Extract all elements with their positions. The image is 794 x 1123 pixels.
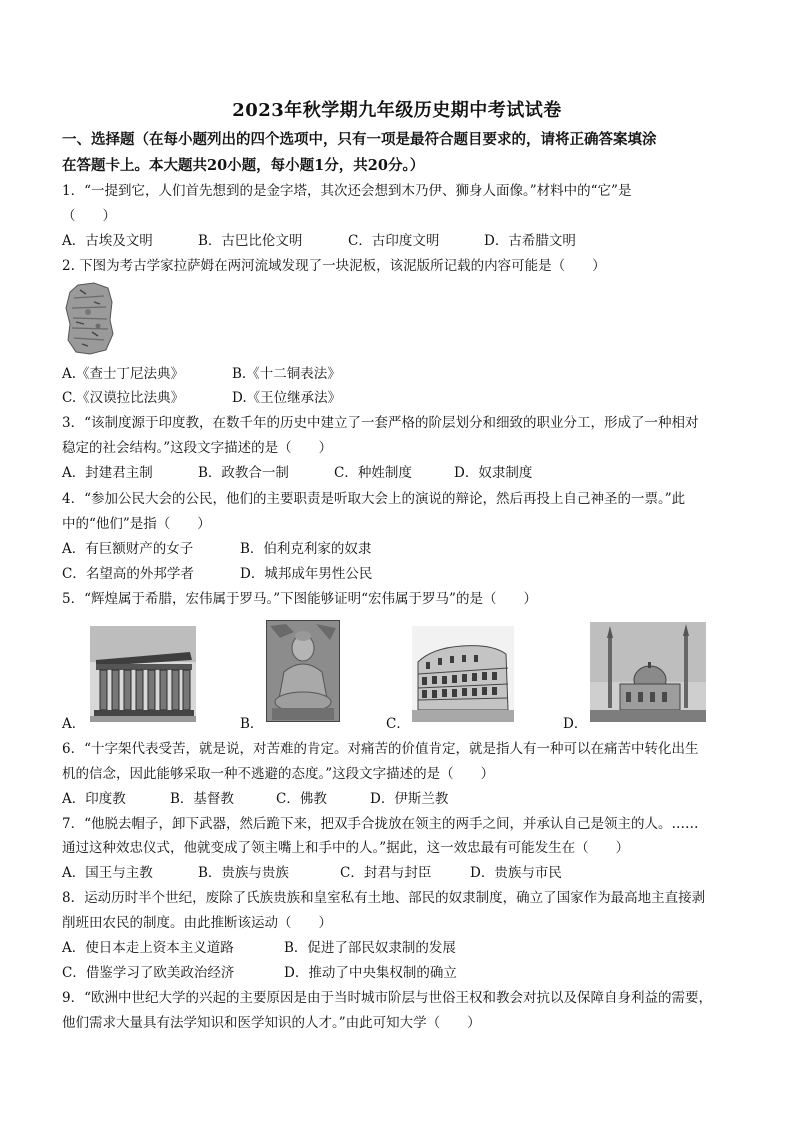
q6-stem-line1: 6．“十字架代表受苦，就是说，对苦难的肯定。对痛苦的价值肯定，就是指人有一种可以在痛苦中转化出生 <box>62 741 699 757</box>
q6-option-c: C．佛教 <box>276 791 327 807</box>
q9-stem-line2: 他们需求大量具有法学知识和医学知识的人才。”由此可知大学（ ） <box>62 1015 481 1031</box>
q5-option-d: D． <box>563 716 588 732</box>
q6-stem-line2: 机的信念，因此能够采取一种不逃避的态度。”这段文字描述的是（ ） <box>62 766 495 782</box>
colosseum-image <box>412 626 514 722</box>
q1-option-b: B．古巴比伦文明 <box>198 233 303 249</box>
q4-option-b: B．伯利克利家的奴隶 <box>240 541 372 557</box>
q5-option-c: C． <box>386 716 410 732</box>
q8-stem-line2: 削班田农民的制度。由此推断该运动（ ） <box>62 915 332 931</box>
q7-option-b: B．贵族与贵族 <box>198 865 289 881</box>
q6-option-d: D．伊斯兰教 <box>370 791 449 807</box>
q1-option-c: C．古印度文明 <box>348 233 440 249</box>
q8-option-d: D．推动了中央集权制的确立 <box>284 965 457 981</box>
q8-option-c: C．借鉴学习了欧美政治经济 <box>62 965 235 981</box>
buddha-statue-image <box>266 620 340 722</box>
q6-option-a: A．印度教 <box>62 791 126 807</box>
q2-option-a: A.《查士丁尼法典》 <box>62 366 185 382</box>
section-heading-line1: 一、选择题（在每小题列出的四个选项中，只有一项是最符合题目要求的，请将正确答案填涂 <box>62 131 657 148</box>
q4-stem-line2: 中的“他们”是指（ ） <box>62 516 211 532</box>
q2-option-b: B.《十二铜表法》 <box>232 366 341 382</box>
q7-stem-line1: 7．“他脱去帽子，卸下武器，然后跪下来，把双手合拢放在领主的两手之间，并承认自己是领主的人。…… <box>62 816 699 832</box>
exam-title: 2023年秋学期九年级历史期中考试试卷 <box>232 100 562 121</box>
q8-option-b: B．促进了部民奴隶制的发展 <box>284 940 456 956</box>
q1-stem-line2: （ ） <box>62 208 116 224</box>
q3-option-a: A．封建君主制 <box>62 465 153 481</box>
q8-stem-line1: 8．运动历时半个世纪，废除了氏族贵族和皇室私有土地、部民的奴隶制度，确立了国家作为最高地主直接剥 <box>62 890 706 906</box>
mosque-image <box>590 622 706 722</box>
q1-option-a: A．古埃及文明 <box>62 233 153 249</box>
q7-option-a: A．国王与主教 <box>62 865 153 881</box>
q2-option-c: C.《汉谟拉比法典》 <box>62 390 185 406</box>
q1-stem-line1: 1．“一提到它，人们首先想到的是金字塔，其次还会想到木乃伊、狮身人面像。”材料中的“它”是 <box>62 183 632 199</box>
q3-option-d: D．奴隶制度 <box>454 465 533 481</box>
q4-option-a: A．有巨额财产的女子 <box>62 541 194 557</box>
section-heading-line2: 在答题卡上。本大题共20小题，每小题1分，共20分。） <box>62 157 425 174</box>
q8-option-a: A．使日本走上资本主义道路 <box>62 940 234 956</box>
parthenon-image <box>90 626 196 722</box>
q3-option-b: B．政教合一制 <box>198 465 289 481</box>
q3-stem-line1: 3．“该制度源于印度教，在数千年的历史中建立了一套严格的阶层划分和细致的职业分工，形成了一种相对 <box>62 415 699 431</box>
q3-stem-line2: 稳定的社会结构。”这段文字描述的是（ ） <box>62 440 333 456</box>
q5-option-b: B． <box>240 716 264 732</box>
clay-tablet-image <box>64 282 114 356</box>
q4-option-c: C．名望高的外邦学者 <box>62 566 194 582</box>
q5-option-a: A． <box>62 716 86 732</box>
q1-option-d: D．古希腊文明 <box>484 233 576 249</box>
q5-stem-line1: 5．“辉煌属于希腊，宏伟属于罗马。”下图能够证明“宏伟属于罗马”的是（ ） <box>62 591 537 607</box>
q6-option-b: B．基督教 <box>170 791 234 807</box>
q2-option-d: D.《王位继承法》 <box>232 390 342 406</box>
q2-stem-line1: 2. 下图为考古学家拉萨姆在两河流域发现了一块泥板，该泥版所记载的内容可能是（ ） <box>62 258 606 274</box>
q9-stem-line1: 9．“欧洲中世纪大学的兴起的主要原因是由于当时城市阶层与世俗王权和教会对抗以及保障自身利益的需要， <box>62 990 712 1006</box>
q3-option-c: C．种姓制度 <box>334 465 412 481</box>
q4-option-d: D．城邦成年男性公民 <box>240 566 373 582</box>
q4-stem-line1: 4．“参加公民大会的公民，他们的主要职责是听取大会上的演说的辩论，然后再投上自己神圣的一票。”此 <box>62 491 686 507</box>
q7-option-d: D．贵族与市民 <box>470 865 562 881</box>
q7-stem-line2: 通过这种效忠仪式，他就变成了领主嘴上和手中的人。”据此，这一效忠最有可能发生在（ ） <box>62 840 630 856</box>
q7-option-c: C．封君与封臣 <box>340 865 432 881</box>
